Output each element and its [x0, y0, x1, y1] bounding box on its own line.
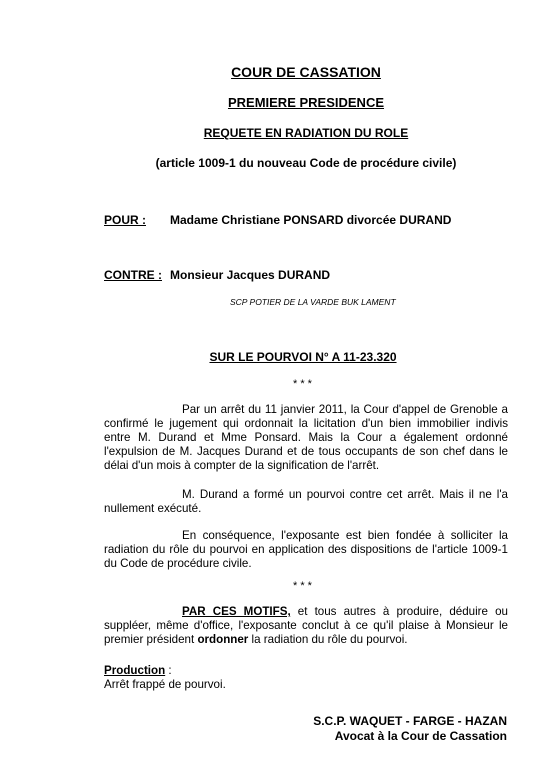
- contre-label: CONTRE :: [104, 268, 162, 282]
- production-colon: :: [165, 664, 172, 677]
- paragraph-1: [104, 403, 508, 473]
- paragraph-4-text-a: et tous autres à produire, déduire ou suppléer, même d'office, l'exposante conclut à ce qu'il plaise à Monsieur le premier président: [104, 605, 508, 646]
- paragraph-4-text-b: la radiation du rôle du pourvoi.: [248, 633, 408, 646]
- presidency-title: PREMIERE PRESIDENCE: [227, 95, 385, 110]
- paragraph-2-text: M. Durand a formé un pourvoi contre cet arrêt. Mais il ne l'a nullement exécuté.: [104, 488, 508, 515]
- production-label: Production: [104, 664, 166, 677]
- signature-firm: S.C.P. WAQUET - FARGE - HAZAN: [313, 714, 507, 728]
- production-heading: [104, 664, 172, 677]
- contre-counsel: SCP POTIER DE LA VARDE BUK LAMENT: [230, 297, 396, 307]
- court-title: COUR DE CASSATION: [231, 64, 381, 80]
- appeal-title: SUR LE POURVOI N° A 11-23.320: [209, 350, 397, 364]
- paragraph-3-text: En conséquence, l'exposante est bien fondée à solliciter la radiation du rôle du pourvoi en application des dispositions de l'article 1009-1 du Code de procédure civile.: [104, 529, 508, 570]
- separator-2: * * *: [293, 580, 312, 592]
- signature-role: Avocat à la Cour de Cassation: [334, 729, 507, 743]
- article-reference: (article 1009-1 du nouveau Code de procédure civile): [155, 156, 457, 170]
- request-title: REQUETE EN RADIATION DU ROLE: [203, 126, 409, 140]
- ordonner-word: ordonner: [197, 633, 249, 646]
- paragraph-4: [104, 605, 508, 647]
- paragraph-2: [104, 488, 508, 516]
- motifs-heading: PAR CES MOTIFS,: [182, 605, 291, 618]
- pour-name: Madame Christiane PONSARD divorcée DURAND: [170, 213, 452, 227]
- contre-name: Monsieur Jacques DURAND: [170, 268, 331, 282]
- pour-label: POUR :: [104, 213, 146, 227]
- paragraph-3: [104, 529, 508, 571]
- separator: * * *: [293, 378, 312, 390]
- paragraph-1-text: Par un arrêt du 11 janvier 2011, la Cour d'appel de Grenoble a confirmé le jugement qui ordonnait la licitation d'un bien immobilier indivis entre M. Durand et Mme Ponsard. Mais la Cour a également ordonné l'expulsion de M. Jacques Durand et de tous occupants de son chef dans le délai d'un mois à compter de la signification de l'arrêt.: [104, 403, 508, 472]
- production-item: Arrêt frappé de pourvoi.: [104, 678, 226, 691]
